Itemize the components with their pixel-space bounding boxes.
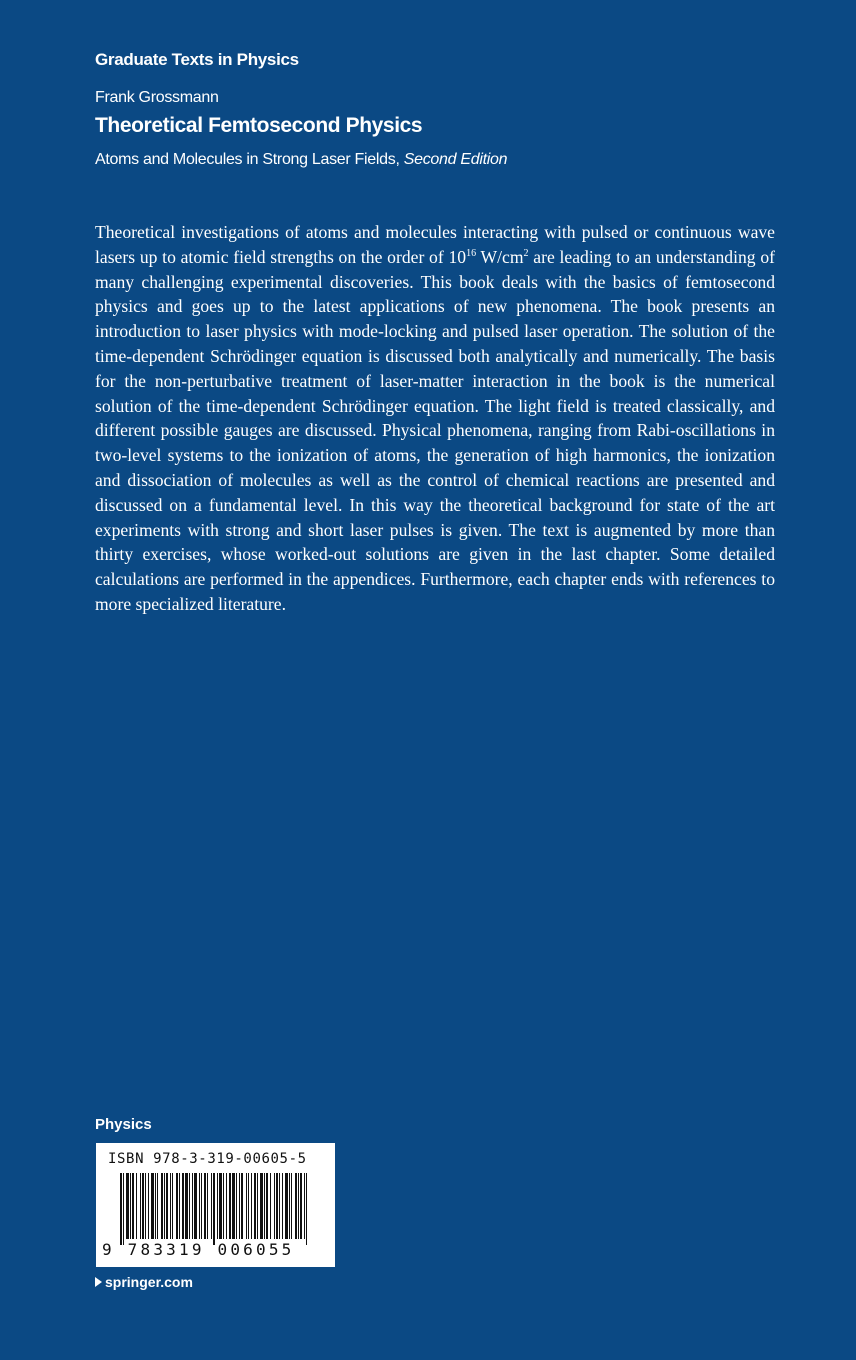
barcode-bar (306, 1173, 307, 1245)
barcode-bar (151, 1173, 154, 1239)
barcode-bar (157, 1173, 158, 1239)
edition-label: Second Edition (403, 151, 508, 168)
barcode-bar (123, 1173, 124, 1245)
barcode-digits: 9 783319 006055 (102, 1240, 295, 1259)
barcode-bar (291, 1173, 292, 1239)
barcode-bar (155, 1173, 156, 1239)
barcode-bar (166, 1173, 168, 1239)
barcode-bar (189, 1173, 190, 1239)
barcode-bar (236, 1173, 237, 1239)
barcode-bar (274, 1173, 275, 1239)
barcode-bar (185, 1173, 188, 1239)
barcode-bar (142, 1173, 144, 1239)
blurb-text-part2: W/cm (476, 246, 524, 267)
blurb-exponent-2: 2 (523, 247, 529, 259)
series-title: Graduate Texts in Physics (95, 50, 299, 69)
barcode-bar (226, 1173, 227, 1239)
triangle-arrow-icon (95, 1277, 102, 1287)
barcode-bar (199, 1173, 200, 1239)
barcode-bar (232, 1173, 235, 1239)
author-name: Frank Grossmann (95, 89, 219, 106)
barcode-bar (298, 1173, 299, 1239)
barcode-bar (241, 1173, 243, 1239)
barcode-bar (257, 1173, 258, 1239)
barcode-bar (304, 1173, 305, 1239)
barcode-bar (176, 1173, 178, 1239)
barcode-bar (213, 1173, 215, 1245)
blurb-text-part3: are leading to an understanding of many challenging experimental discoveries. This book deals with the basics of femtosecond physics and goes up to the latest applications of new phenomena. The book presents an introduction to laser physics with mode-locking and pulsed laser operation. The solution of the time-dependent Schrödinger equation is discussed both analytically and numerically. The basis for the non-perturbative treatment of laser-matter interaction in the book is the numerical solution of the time-dependent Schrödinger equation. The light field is treated classically, and different possible gauges are discussed. Physical phenomena, ranging from Rabi-oscillations in two-level systems to the ionization of atoms, the generation of high harmonics, the ionization and dissociation of molecules as well as the control of chemical reactions are presented and discussed on a fundamental level. In this way the theoretical background for state of the art experiments with strong and short laser pulses is given. The text is augmented by more than thirty exercises, whose worked-out solutions are given in the last chapter. Some detailed calculations are performed in the appendices. Furthermore, each chapter ends with references to more specialized literature. (95, 246, 775, 614)
barcode-bar (270, 1173, 271, 1239)
blurb-exponent-16: 16 (466, 247, 477, 259)
barcode-bar (282, 1173, 283, 1239)
barcode-bar (251, 1173, 252, 1239)
barcode-bar (264, 1173, 265, 1239)
barcode-bar (254, 1173, 256, 1239)
barcode-bar (148, 1173, 149, 1239)
barcode-bar (289, 1173, 290, 1239)
barcode-bar (295, 1173, 297, 1239)
barcode-bar (172, 1173, 173, 1239)
barcode-bar (246, 1173, 247, 1239)
barcode-bar (239, 1173, 240, 1239)
barcode-bar (194, 1173, 197, 1239)
barcode-bar (223, 1173, 224, 1239)
barcode-bar (260, 1173, 263, 1239)
barcode-bar (266, 1173, 268, 1239)
barcode-bar (229, 1173, 231, 1239)
barcode-bar (300, 1173, 302, 1239)
barcode-bar (132, 1173, 134, 1239)
barcode-bar (192, 1173, 193, 1239)
subtitle-main: Atoms and Molecules in Strong Laser Fields, (95, 151, 404, 168)
barcode-bar (182, 1173, 184, 1239)
barcode-bar (248, 1173, 249, 1239)
barcode-bar (201, 1173, 202, 1239)
book-subtitle (95, 151, 507, 169)
barcode-bar (140, 1173, 141, 1239)
barcode-bar (219, 1173, 222, 1239)
isbn-barcode (96, 1143, 335, 1267)
barcode-bar (161, 1173, 163, 1239)
barcode-bar (217, 1173, 218, 1239)
publisher-website-link[interactable] (95, 1274, 193, 1290)
barcode-bar (120, 1173, 122, 1245)
barcode-bar (164, 1173, 165, 1239)
barcode-bar (136, 1173, 137, 1239)
barcode-bar (204, 1173, 206, 1239)
back-cover-blurb (95, 220, 775, 617)
barcode-bar (207, 1173, 208, 1239)
barcode-bar (145, 1173, 146, 1239)
barcode-bar (170, 1173, 171, 1239)
book-title: Theoretical Femtosecond Physics (95, 114, 423, 137)
blurb-text-part1: Theoretical investigations of atoms and molecules interacting with pulsed or continuous wave lasers up to atomic field strengths on the order of 10 (95, 222, 775, 267)
isbn-label: ISBN 978-3-319-00605-5 (108, 1151, 307, 1167)
barcode-bar (126, 1173, 129, 1239)
barcode-bar (276, 1173, 278, 1239)
barcode-bar (130, 1173, 131, 1239)
barcode-bar (285, 1173, 288, 1239)
barcode-bar (279, 1173, 280, 1239)
subject-category: Physics (95, 1116, 152, 1133)
barcode-bar (179, 1173, 180, 1239)
publisher-link-text: springer.com (105, 1274, 193, 1290)
barcode-bar (211, 1173, 212, 1239)
